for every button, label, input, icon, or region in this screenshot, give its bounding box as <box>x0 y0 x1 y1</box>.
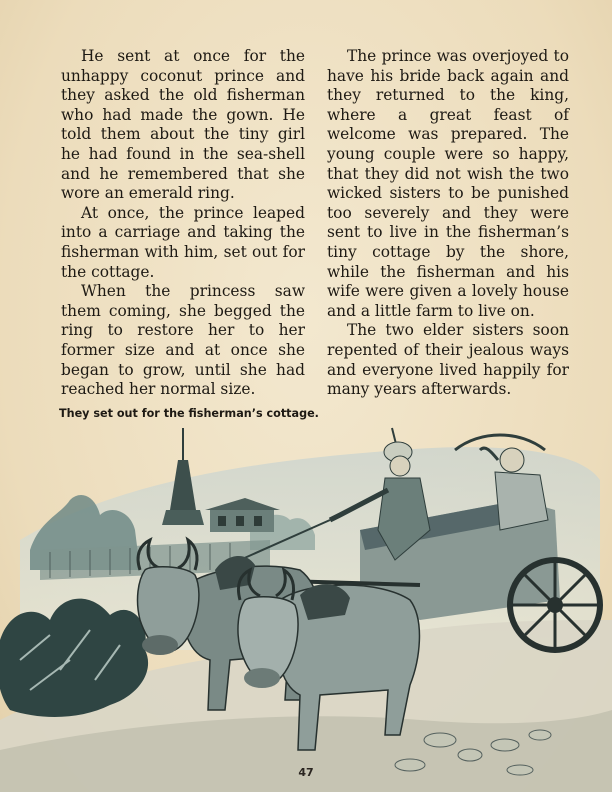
left-text-column <box>61 47 305 400</box>
story-paragraph: When the princess saw them coming, she begged the ring to restore her to her former size and at once she began to grow, until she had reached her normal size. <box>61 282 305 399</box>
story-paragraph: At once, the prince leaped into a carriage and taking the fisherman with him, set out for the cottage. <box>61 203 305 281</box>
story-paragraph: The prince was overjoyed to have his bride back again and they returned to the king, where a great feast of welcome was prepared. The young couple were so happy, that they did not wish the two wicked sisters to be punished too severely and they were sent to live in the fisherman’s tiny cottage by the shore, while the fisherman and his wife were given a lovely house and a little farm to live on. <box>327 47 569 320</box>
ox-cart-illustration <box>0 420 612 792</box>
right-text-column <box>327 47 569 400</box>
story-paragraph: He sent at once for the unhappy coconut prince and they asked the old fisherman who had made the gown. He told them about the tiny girl he had found in the sea-shell and he remembered that she wore an emerald ring. <box>61 47 305 203</box>
page-number: 47 <box>298 766 314 779</box>
illustration-caption: They set out for the fisherman’s cottage. <box>59 407 319 420</box>
story-paragraph: The two elder sisters soon repented of their jealous ways and everyone lived happily for many years afterwards. <box>327 321 569 399</box>
